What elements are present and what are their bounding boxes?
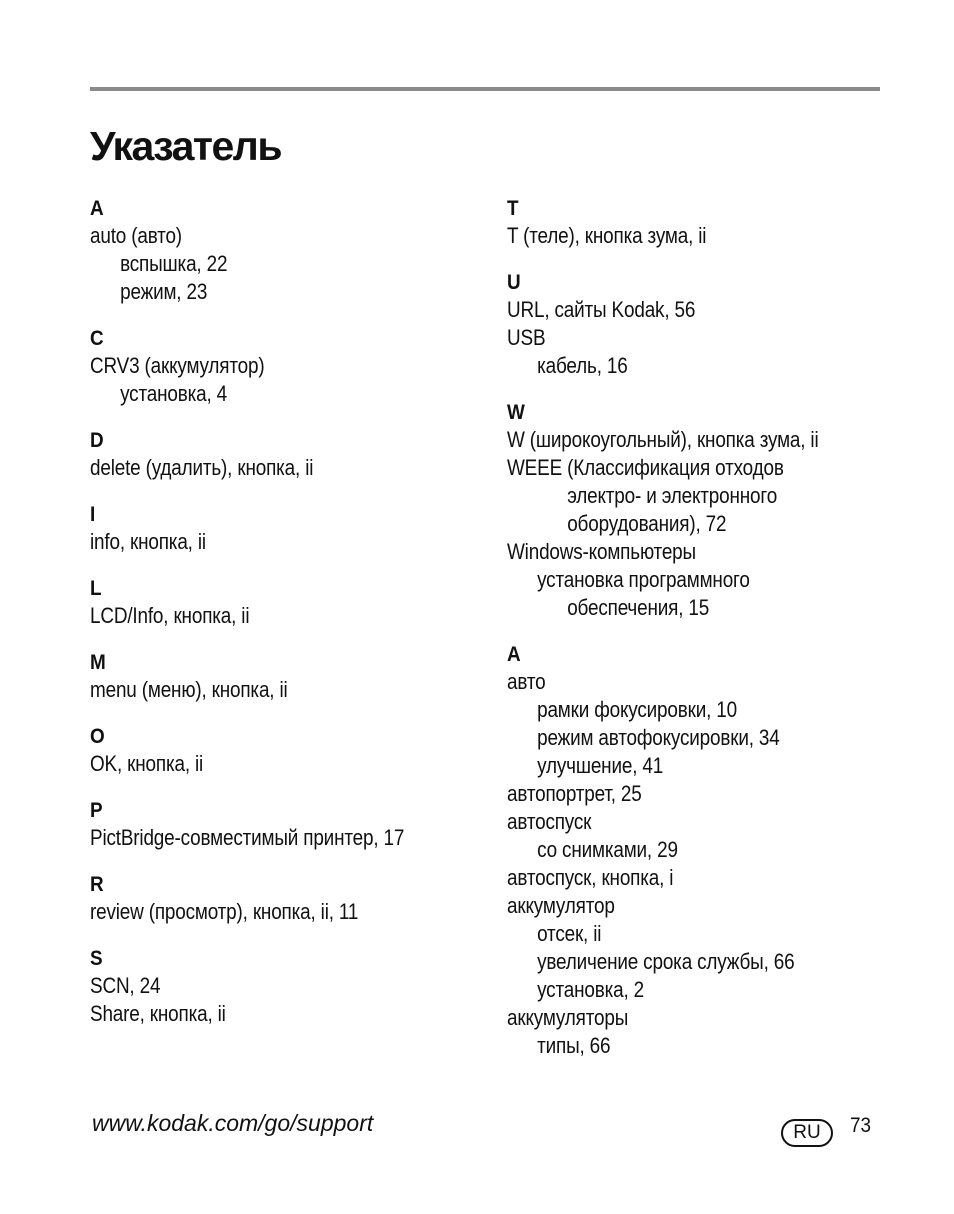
index-entry: delete (удалить), кнопка, ii (90, 455, 314, 480)
index-section (90, 326, 490, 408)
page-number: 73 (850, 1114, 872, 1137)
section-letter: T (507, 197, 519, 220)
index-section (90, 724, 490, 778)
index-section (90, 872, 490, 926)
index-entry: установка программного (537, 567, 750, 592)
index-entry: авто (507, 669, 546, 694)
section-letter: O (90, 725, 105, 748)
section-letter: M (90, 651, 106, 674)
index-entry: режим, 23 (120, 279, 208, 304)
index-entry: review (просмотр), кнопка, ii, 11 (90, 899, 359, 924)
top-rule (90, 87, 880, 91)
index-entry: вспышка, 22 (120, 251, 228, 276)
index-entry: оборудования), 72 (567, 511, 727, 536)
section-letter: R (90, 873, 104, 896)
index-entry: рамки фокусировки, 10 (537, 697, 738, 722)
index-entry: режим автофокусировки, 34 (537, 725, 780, 750)
index-entry: USB (507, 325, 546, 350)
index-entry: CRV3 (аккумулятор) (90, 353, 265, 378)
section-letter: P (90, 799, 103, 822)
index-entry: Share, кнопка, ii (90, 1001, 226, 1026)
index-section (90, 576, 490, 630)
index-section (90, 428, 490, 482)
index-entry: автопортрет, 25 (507, 781, 642, 806)
language-badge: RU (781, 1119, 833, 1147)
section-letter: W (507, 401, 525, 424)
section-letter: A (90, 197, 104, 220)
index-entry: OK, кнопка, ii (90, 751, 204, 776)
index-entry: PictBridge-совместимый принтер, 17 (90, 825, 405, 850)
index-entry: отсек, ii (537, 921, 602, 946)
index-entry: Windows-компьютеры (507, 539, 696, 564)
index-entry: электро- и электронного (567, 483, 778, 508)
index-entry: улучшение, 41 (537, 753, 664, 778)
index-entry: WEEE (Классификация отходов (507, 455, 784, 480)
index-entry: автоспуск (507, 809, 592, 834)
index-entry: со снимками, 29 (537, 837, 678, 862)
section-letter: L (90, 577, 102, 600)
section-letter: D (90, 429, 104, 452)
index-section (90, 502, 490, 556)
index-section (90, 798, 490, 852)
index-entry: LCD/Info, кнопка, ii (90, 603, 250, 628)
index-entry: аккумуляторы (507, 1005, 629, 1030)
section-letter: C (90, 327, 104, 350)
index-entry: увеличение срока службы, 66 (537, 949, 795, 974)
index-entry: SCN, 24 (90, 973, 161, 998)
index-entry: установка, 4 (120, 381, 227, 406)
index-entry: URL, сайты Kodak, 56 (507, 297, 696, 322)
index-section (507, 196, 887, 250)
index-entry: типы, 66 (537, 1033, 611, 1058)
index-entry: auto (авто) (90, 223, 182, 248)
index-entry: menu (меню), кнопка, ii (90, 677, 288, 702)
index-section (507, 642, 887, 1060)
index-section (90, 196, 490, 306)
index-column-right (507, 196, 887, 1080)
index-entry: обеспечения, 15 (567, 595, 710, 620)
index-entry: установка, 2 (537, 977, 644, 1002)
section-letter: U (507, 271, 521, 294)
index-section (90, 946, 490, 1028)
index-section (507, 270, 887, 380)
section-letter: I (90, 503, 96, 526)
index-entry: аккумулятор (507, 893, 615, 918)
index-entry: автоспуск, кнопка, i (507, 865, 674, 890)
section-letter: S (90, 947, 103, 970)
index-section (507, 400, 887, 622)
section-letter: А (507, 643, 521, 666)
index-section (90, 650, 490, 704)
page-title: Указатель (90, 123, 282, 169)
footer-url[interactable]: www.kodak.com/go/support (92, 1110, 374, 1136)
index-column-left (90, 196, 490, 1048)
index-entry: info, кнопка, ii (90, 529, 206, 554)
index-entry: W (широкоугольный), кнопка зума, ii (507, 427, 819, 452)
index-entry: T (теле), кнопка зума, ii (507, 223, 707, 248)
index-entry: кабель, 16 (537, 353, 628, 378)
